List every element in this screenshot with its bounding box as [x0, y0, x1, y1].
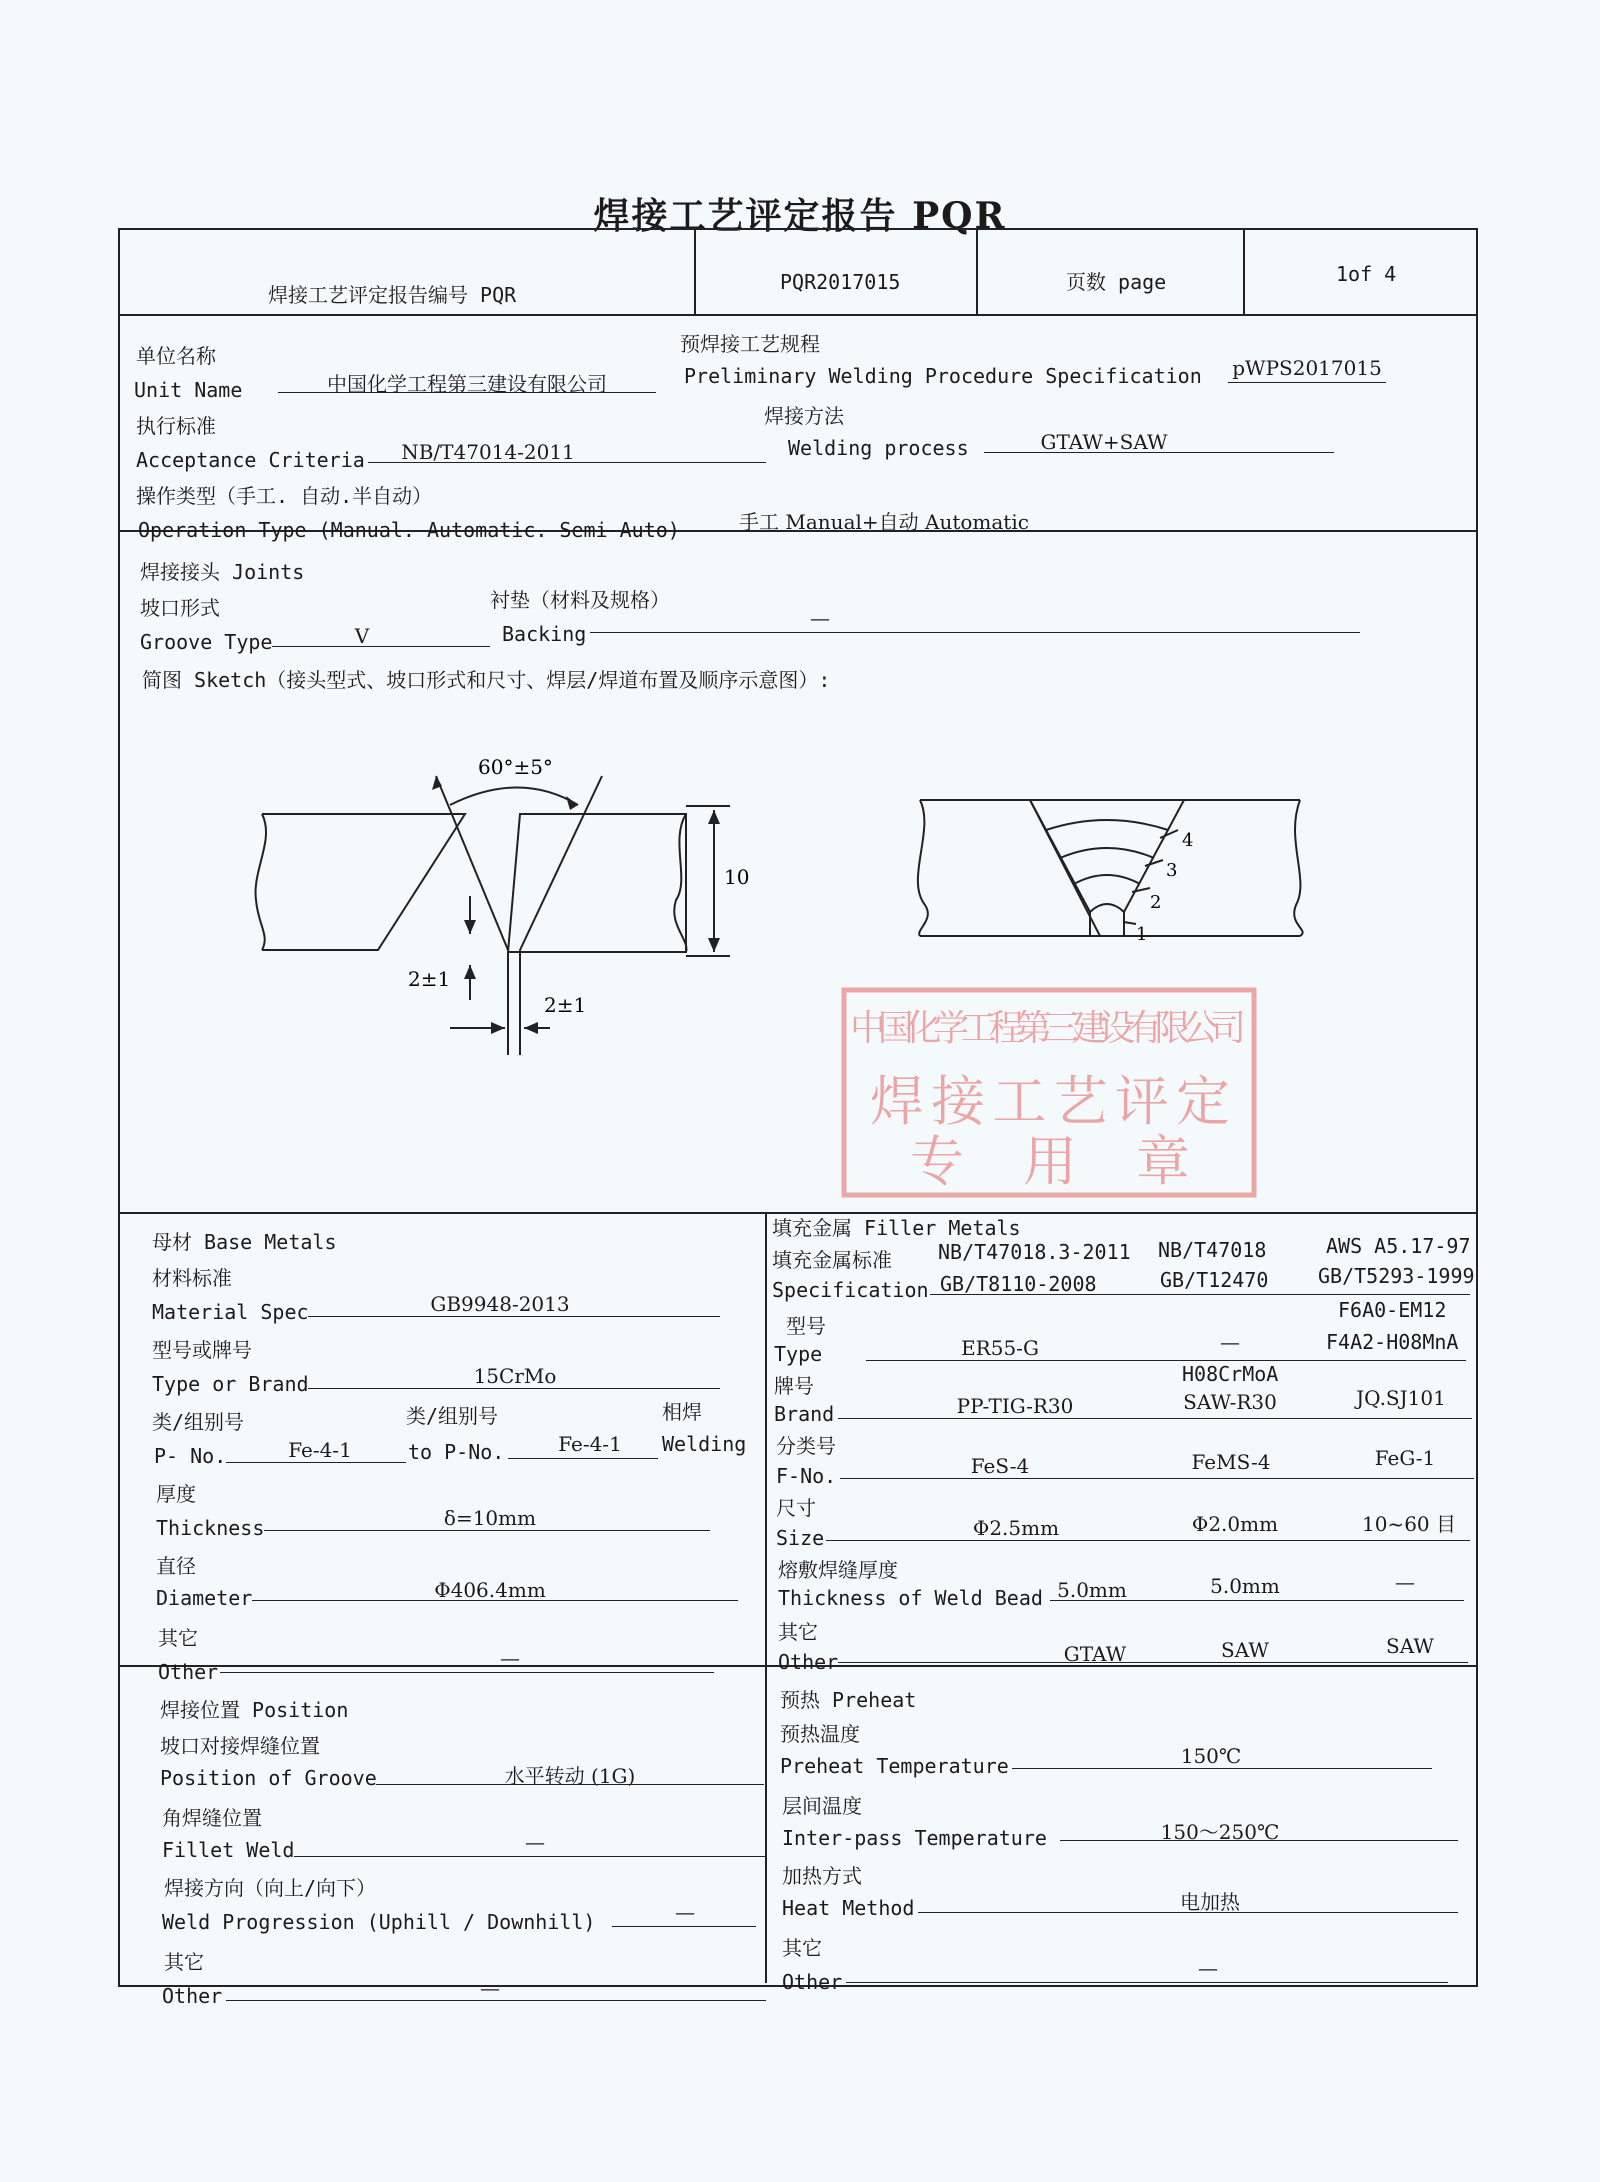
position-groove-cn: 坡口对接焊缝位置: [160, 1734, 320, 1758]
underline: [838, 1418, 1472, 1419]
base-welding-cn: 相焊: [662, 1400, 702, 1424]
filler-size-1: Φ2.5mm: [972, 1516, 1060, 1540]
filler-type-extra-1: F6A0-EM12: [1338, 1298, 1447, 1322]
preheat-other-en: Other: [782, 1970, 843, 1994]
op-type-en: Operation Type (Manual. Automatic. Semi-Auto): [138, 518, 680, 542]
page-title: 焊接工艺评定报告 PQR: [593, 195, 1007, 237]
underline: [294, 1856, 766, 1857]
pwps-cn: 预焊接工艺规程: [680, 332, 820, 356]
filler-other-en: Other: [778, 1650, 839, 1674]
unit-name-en: Unit Name: [134, 378, 243, 402]
position-progression-value: —: [675, 1900, 695, 1924]
preheat-heading: 预热 Preheat: [780, 1688, 917, 1712]
base-pno-cn: 类/组别号: [152, 1410, 245, 1434]
op-type-value: 手工 Manual+自动 Automatic: [739, 510, 1029, 534]
filler-bead-1: 5.0mm: [1057, 1578, 1127, 1602]
filler-fno-en: F-No.: [776, 1464, 837, 1488]
base-diameter-value: Φ406.4mm: [434, 1578, 546, 1602]
base-other-value: —: [500, 1646, 520, 1670]
page-value: 1of 4: [1336, 262, 1397, 286]
base-other-en: Other: [158, 1660, 219, 1684]
base-thickness-value: δ=10mm: [443, 1506, 537, 1530]
position-fillet-value: —: [525, 1830, 545, 1854]
filler-brand-2: SAW-R30: [1183, 1390, 1277, 1414]
groove-value: V: [354, 624, 370, 648]
underline: [226, 1462, 406, 1463]
backing-cn: 衬垫（材料及规格）: [490, 588, 670, 612]
filler-type-1: ER55-G: [961, 1336, 1039, 1360]
filler-type-extra-2: F4A2-H08MnA: [1326, 1330, 1459, 1354]
filler-heading: 填充金属 Filler Metals: [772, 1216, 1021, 1240]
page-label: 页数 page: [1066, 270, 1167, 294]
preheat-other-cn: 其它: [782, 1936, 822, 1960]
acceptance-cn: 执行标准: [136, 414, 216, 438]
filler-size-cn: 尺寸: [776, 1496, 816, 1520]
process-value: GTAW+SAW: [1040, 430, 1168, 454]
position-other-cn: 其它: [164, 1950, 204, 1974]
base-type-cn: 型号或牌号: [152, 1338, 252, 1362]
underline: [838, 1662, 1468, 1663]
root-gap-label: 2±1: [544, 993, 587, 1017]
company-stamp: [844, 990, 1254, 1195]
filler-bead-2: 5.0mm: [1210, 1574, 1280, 1598]
underline: [508, 1458, 658, 1459]
base-to-pno-en: to P-No.: [408, 1440, 505, 1464]
svg-text:专用章: 专用章: [910, 1130, 1190, 1193]
joints-heading: 焊接接头 Joints: [140, 560, 305, 584]
acceptance-en: Acceptance Criteria: [136, 448, 365, 472]
filler-spec-1: NB/T47018.3-2011: [938, 1240, 1131, 1264]
heat-method-cn: 加热方式: [782, 1864, 862, 1888]
interpass-en: Inter-pass Temperature: [782, 1826, 1047, 1850]
filler-type-en: Type: [774, 1342, 823, 1366]
filler-brand-extra: H08CrMoA: [1182, 1362, 1279, 1386]
filler-size-2: Φ2.0mm: [1191, 1512, 1279, 1536]
base-pno-value: Fe-4-1: [288, 1438, 352, 1462]
pass-2: 2: [1150, 892, 1162, 913]
base-to-pno-cn: 类/组别号: [406, 1404, 499, 1428]
preheat-temp-en: Preheat Temperature: [780, 1754, 1009, 1778]
filler-type-2: —: [1220, 1330, 1240, 1354]
position-other-en: Other: [162, 1984, 223, 2008]
thickness-dim: 10: [724, 865, 750, 889]
filler-fno-1: FeS-4: [970, 1454, 1030, 1478]
base-diameter-cn: 直径: [156, 1554, 196, 1578]
base-type-value: 15CrMo: [473, 1364, 557, 1388]
sketch-label: 简图 Sketch（接头型式、坡口形式和尺寸、焊层/焊道布置及顺序示意图）:: [142, 668, 831, 692]
position-groove-value: 水平转动 (1G): [504, 1764, 636, 1788]
base-to-pno-value: Fe-4-1: [558, 1432, 622, 1456]
underline: [220, 1672, 714, 1673]
underline: [308, 1388, 720, 1389]
filler-type-cn: 型号: [786, 1314, 826, 1338]
base-metals-heading: 母材 Base Metals: [152, 1230, 337, 1254]
filler-bead-3: —: [1395, 1570, 1415, 1594]
filler-size-3: 10~60 目: [1361, 1512, 1456, 1536]
filler-other-3: SAW: [1386, 1634, 1434, 1658]
underline: [826, 1540, 1470, 1541]
pwps-en: Preliminary Welding Procedure Specification: [684, 364, 1202, 388]
base-type-en: Type or Brand: [152, 1372, 309, 1396]
base-diameter-en: Diameter: [156, 1586, 253, 1610]
base-other-cn: 其它: [158, 1626, 198, 1650]
base-spec-cn: 材料标准: [152, 1266, 232, 1290]
acceptance-value: NB/T47014-2011: [401, 440, 575, 464]
filler-spec2-2: GB/T12470: [1160, 1268, 1269, 1292]
position-fillet-en: Fillet Weld: [162, 1838, 295, 1862]
unit-name-cn: 单位名称: [136, 344, 216, 368]
underline: [264, 1530, 710, 1531]
filler-other-2: SAW: [1221, 1638, 1269, 1662]
filler-spec2-1: GB/T8110-2008: [940, 1272, 1097, 1296]
pass-1: 1: [1136, 924, 1148, 945]
filler-spec-cn: 填充金属标准: [772, 1248, 892, 1272]
filler-brand-cn: 牌号: [774, 1374, 814, 1398]
interpass-value: 150～250℃: [1160, 1820, 1280, 1844]
position-progression-cn: 焊接方向（向上/向下）: [164, 1876, 377, 1900]
root-face-label: 2±1: [408, 967, 451, 991]
op-type-cn: 操作类型（手工. 自动.半自动）: [136, 484, 433, 508]
interpass-cn: 层间温度: [782, 1794, 862, 1818]
base-thickness-cn: 厚度: [156, 1482, 196, 1506]
backing-en: Backing: [502, 622, 587, 646]
process-cn: 焊接方法: [764, 404, 844, 428]
groove-en: Groove Type: [140, 630, 273, 654]
base-spec-en: Material Spec: [152, 1300, 309, 1324]
position-other-value: —: [480, 1976, 500, 2000]
preheat-temp-value: 150℃: [1180, 1744, 1242, 1768]
filler-spec-2: NB/T47018: [1158, 1238, 1267, 1262]
base-thickness-en: Thickness: [156, 1516, 265, 1540]
process-en: Welding process: [788, 436, 969, 460]
base-spec-value: GB9948-2013: [430, 1292, 570, 1316]
filler-spec-en: Specification: [772, 1278, 929, 1302]
underline: [226, 2000, 766, 2001]
filler-fno-3: FeG-1: [1374, 1446, 1436, 1470]
underline: [308, 1316, 720, 1317]
filler-brand-1: PP-TIG-R30: [956, 1394, 1074, 1418]
underline: [612, 1926, 756, 1927]
filler-bead-en: Thickness of Weld Bead: [778, 1586, 1043, 1610]
preheat-temp-cn: 预热温度: [780, 1722, 860, 1746]
filler-other-cn: 其它: [778, 1620, 818, 1644]
pwps-value: pWPS2017015: [1232, 356, 1382, 380]
svg-text:焊接工艺评定: 焊接工艺评定: [870, 1070, 1230, 1133]
pqr-no-label: 焊接工艺评定报告编号 PQR: [268, 283, 517, 307]
filler-spec-3: AWS A5.17-97: [1326, 1234, 1471, 1258]
underline: [866, 1360, 1466, 1361]
filler-brand-3: JQ.SJ101: [1356, 1386, 1446, 1410]
filler-brand-en: Brand: [774, 1402, 835, 1426]
unit-name-value: 中国化学工程第三建设有限公司: [327, 372, 607, 396]
heat-method-en: Heat Method: [782, 1896, 915, 1920]
pqr-no: PQR2017015: [780, 270, 901, 294]
filler-size-en: Size: [776, 1526, 825, 1550]
position-fillet-cn: 角焊缝位置: [162, 1806, 262, 1830]
groove-cn: 坡口形式: [140, 596, 220, 620]
position-progression-en: Weld Progression (Uphill / Downhill): [162, 1910, 596, 1934]
angle-label: 60°±5°: [478, 755, 553, 779]
preheat-other-value: —: [1198, 1956, 1218, 1980]
heat-method-value: 电加热: [1180, 1890, 1240, 1914]
svg-text:中国化学工程第三建设有限公司: 中国化学工程第三建设有限公司: [850, 1008, 1246, 1049]
backing-value: —: [810, 606, 830, 630]
underline: [840, 1478, 1474, 1479]
position-heading: 焊接位置 Position: [160, 1698, 349, 1722]
base-pno-en: P- No.: [154, 1444, 227, 1468]
filler-bead-cn: 熔敷焊缝厚度: [778, 1558, 898, 1582]
base-welding-en: Welding: [662, 1432, 747, 1456]
underline: [846, 1982, 1448, 1983]
position-groove-en: Position of Groove: [160, 1766, 377, 1790]
filler-other-1: GTAW: [1063, 1642, 1127, 1666]
pass-4: 4: [1182, 830, 1194, 851]
filler-fno-cn: 分类号: [776, 1434, 836, 1458]
filler-spec2-3: GB/T5293-1999: [1318, 1264, 1475, 1288]
pass-3: 3: [1166, 860, 1178, 881]
filler-fno-2: FeMS-4: [1191, 1450, 1271, 1474]
underline: [1012, 1768, 1432, 1769]
